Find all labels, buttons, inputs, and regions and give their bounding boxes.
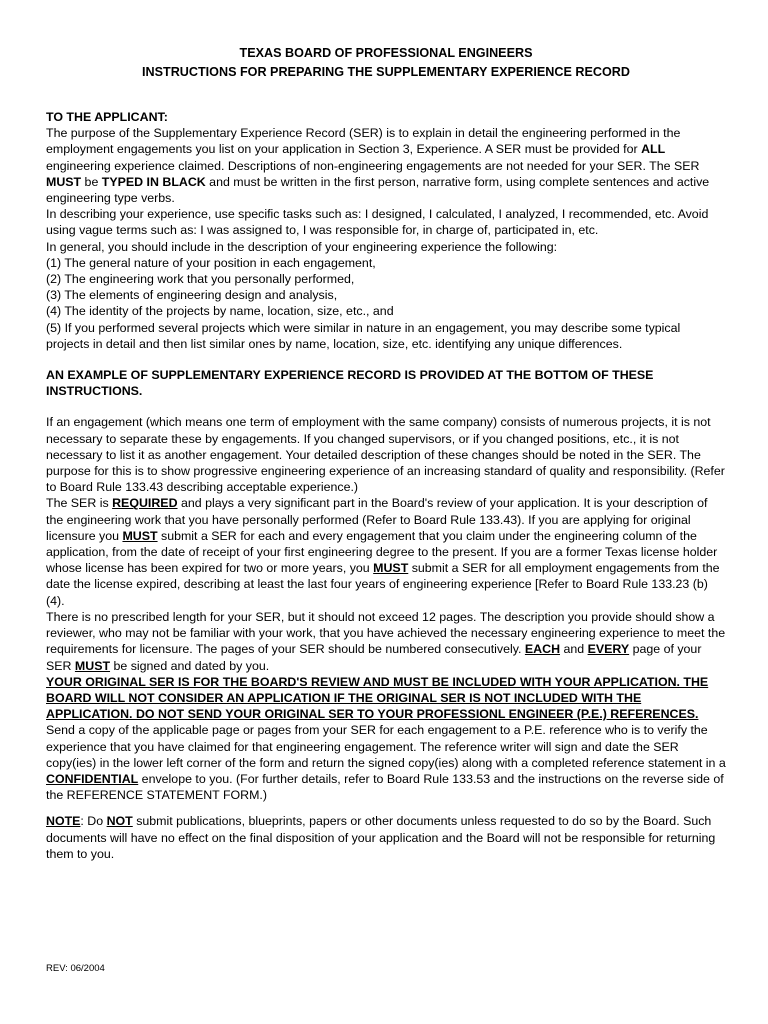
document-title: TEXAS BOARD OF PROFESSIONAL ENGINEERS xyxy=(239,46,533,60)
paragraph-engagement: If an engagement (which means one term of employment with the same company) consists of numerous projects, it is not necessary to separate these by engagements. If you changed supervisors, or if you changed positions, etc., it is not necessary to list it as another engagement. Your detailed description of these changes should be noted in the SER. The purpose for this is to show progressive engineering experience of an increasing standard of quality and responsibility. (Refer to Board Rule 133.43 describing acceptable experience.) xyxy=(46,415,725,495)
document-subtitle: INSTRUCTIONS FOR PREPARING THE SUPPLEMENTARY EXPERIENCE RECORD xyxy=(142,65,630,79)
list-item: (2) The engineering work that you personally performed, xyxy=(46,272,355,287)
applicant-heading: TO THE APPLICANT: xyxy=(46,110,168,124)
list-item: (5) If you performed several projects which were similar in nature in an engagement, you may describe some typical projects in detail and then list similar ones by name, location, size, etc. identifying any unique differences. xyxy=(46,320,681,351)
list-item: (4) The identity of the projects by name, location, size, etc., and xyxy=(46,304,394,319)
paragraph-purpose: The purpose of the Supplementary Experience Record (SER) is to explain in detail the engineering performed in the employment engagements you list on your application in Section 3, Experience. A SER must be provided for ALL engineering experience claimed. Descriptions of non-engineering engagements are not needed for your SER. The SER MUST be TYPED IN BLACK and must be written in the first person, narrative form, using complete sentences and active engineering type verbs. xyxy=(46,126,710,206)
paragraph-original-ser: YOUR ORIGINAL SER IS FOR THE BOARD'S REVIEW AND MUST BE INCLUDED WITH YOUR APPLICATION. THE BOARD WILL NOT CONSIDER AN APPLICATION IF THE ORIGINAL SER IS NOT INCLUDED WITH THE APPLICATION. DO NOT SEND YOUR ORIGINAL SER TO YOUR PROFESSIONL ENGINEER (P.E.) REFERENCES. Send a copy of the applicable page or pages from your SER for each engagement to a P.E. reference who is to verify the experience that you have claimed for that engineering engagement. The reference writer will sign and date the SER copy(ies) in the lower left corner of the form and return the signed copy(ies) along with a completed reference statement in a CONFIDENTIAL envelope to you. (For further details, refer to Board Rule 133.53 and the instructions on the reverse side of the REFERENCE STATEMENT FORM.) xyxy=(46,674,726,803)
example-heading: AN EXAMPLE OF SUPPLEMENTARY EXPERIENCE RECORD IS PROVIDED AT THE BOTTOM OF THESE INSTRUCTIONS. xyxy=(46,368,654,399)
list-item: (1) The general nature of your position in each engagement, xyxy=(46,255,376,270)
revision-label: REV: 06/2004 xyxy=(46,963,105,974)
paragraph-describing: In describing your experience, use specific tasks such as: I designed, I calculated, I analyzed, I recommended, etc. Avoid using vague terms such as: I was assigned to, I was responsible for, in charge of, participated in, etc. xyxy=(46,207,709,238)
paragraph-required: The SER is REQUIRED and plays a very significant part in the Board's review of your application. It is your description of the engineering work that you have personally performed (Refer to Board Rule 133.43). If you are applying for original licensure you MUST submit a SER for each and every engagement that you claim under the engineering column of the application, from the date of receipt of your first engineering degree to the present. If you are a former Texas license holder whose license has been expired for two or more years, you MUST submit a SER for all employment engagements from the date the license expired, describing at least the last four years of engineering experience [Refer to Board Rule 133.23 (b)(4). xyxy=(46,496,720,608)
list-item: (3) The elements of engineering design and analysis, xyxy=(46,288,338,303)
document-page xyxy=(46,44,726,862)
paragraph-general: In general, you should include in the description of your engineering experience the following: xyxy=(46,239,558,254)
paragraph-length: There is no prescribed length for your SER, but it should not exceed 12 pages. The description you provide should show a reviewer, who may not be familiar with your work, that you have achieved the necessary engineering experience to meet the requirements for licensure. The pages of your SER should be numbered consecutively. EACH and EVERY page of your SER MUST be signed and dated by you. xyxy=(46,609,726,673)
paragraph-note: NOTE: Do NOT submit publications, blueprints, papers or other documents unless requested to do so by the Board. Such documents will have no effect on the final disposition of your application and the Board will not be responsible for returning them to you. xyxy=(46,814,716,861)
